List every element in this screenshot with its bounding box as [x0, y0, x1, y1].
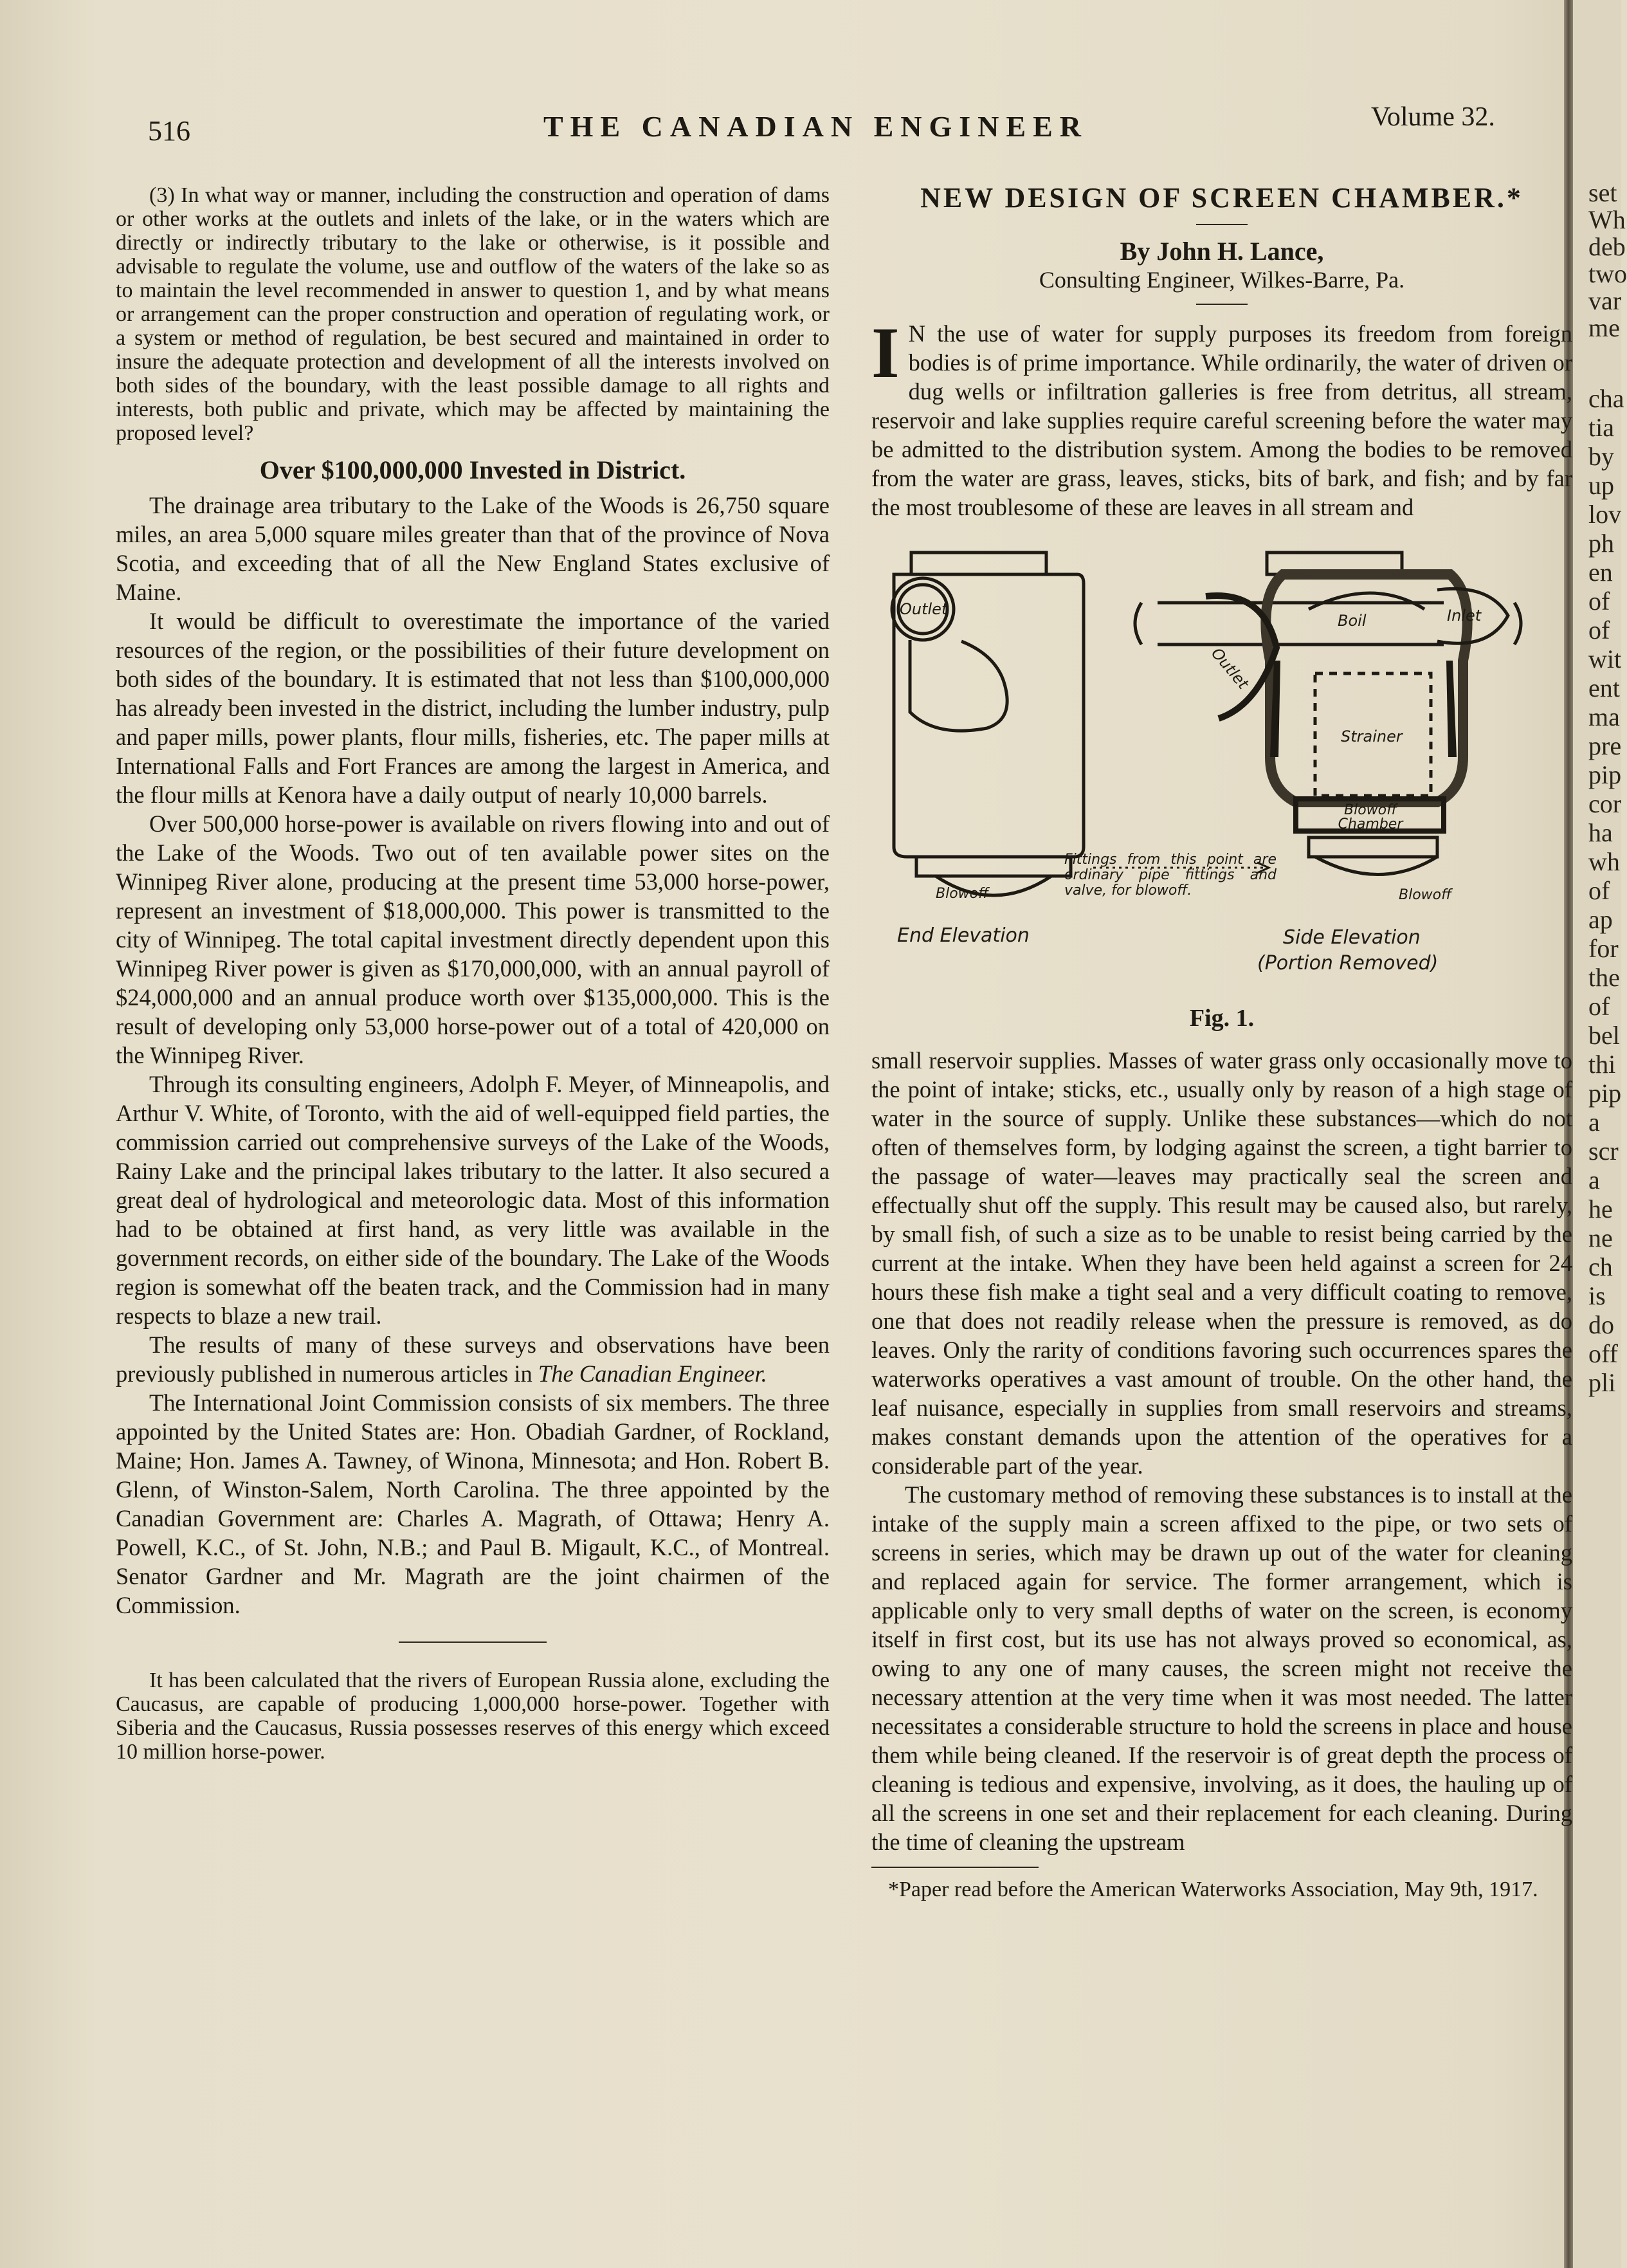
body-paragraph: Through its consulting engineers, Adolph F. Meyer, of Minneapolis, and Arthur V. White, of Toronto, with the aid of well-equipped field parties, the commission carried out comprehensive surveys of the Lake of the Woods, Rainy Lake and the principal lakes tributary to the latter. It also secured a great deal of hydrological and meteorologic data. Most of this information had to be obtained at first hand, as very little was available in the government records, on either side of the boundary. The Lake of the Woods region is somewhat off the beaten track, and the Commission had in many respects to blaze a new trail. [116, 1071, 830, 1329]
adjacent-page-fragment: bel [1588, 1021, 1620, 1050]
adjacent-page-fragment: ne [1588, 1223, 1613, 1252]
footnote-rule [871, 1867, 1039, 1868]
adjacent-page-fragment: tia [1588, 413, 1614, 442]
adjacent-page-fragment: pre [1588, 731, 1622, 760]
adjacent-page-fragment: do [1588, 1310, 1614, 1339]
results-paragraph [116, 1330, 830, 1388]
question-paragraph: (3) In what way or manner, including the construction and operation of dams or other works at the outlets and inlets of the lake, or in the waters which are directly or indirectly tributary to the lake or otherwise, is it possible and advisable to regulate the volume, use and outflow of the waters of the lake so as to maintain the level recommended in answer to question 1, and by what means or arrangement can the proper construction and operation of regulating work, or a system or method of regulation, be best secured and maintained in order to insure the adequate protection and development of all the interests involved on both sides of the boundary, with the least possible damage to all rights and interests, both public and private, which may be affected by maintaining the proposed level? [116, 183, 830, 445]
footnote: *Paper read before the American Waterworks Association, May 9th, 1917. [888, 1878, 1538, 1901]
adjacent-page-fragment: of [1588, 616, 1610, 645]
adjacent-page-fragment: off [1588, 1339, 1618, 1368]
side-bottom-flange [1309, 837, 1437, 857]
adjacent-page-fragment: pip [1588, 760, 1622, 789]
body-paragraph: Over 500,000 horse-power is available on rivers flowing into and out of the Lake of the Woods. Two out of ten available power sites on the Winnipeg River alone, producing at the present time 53,000 horse-power, represent an investment of $18,000,000. This power is transmitted to the city of Winnipeg. The total capital investment directly dependent upon this Winnipeg River power is given as $170,000,000, with an annual payroll of $24,000,000 and an annual produce worth over $135,000,000. This is the result of developing only 53,000 horse-power out of a total of 420,000 on the Winnipeg River. [116, 810, 830, 1068]
end-bottom-flange [916, 857, 1071, 876]
right-column [871, 183, 1572, 1903]
intro-text: N the use of water for supply purposes its freedom from foreign bodies is of prime importance. While ordinarily, the water of driven or dug wells or infiltration galleries is free from detritus, all stream, reservoir and lake supplies require careful screening before the water may be admitted to the distribution system. Among the bodies to be removed from the water are grass, leaves, sticks, bits of bark, and fish; and by far the most troublesome of these are leaves in all stream and [871, 320, 1572, 520]
adjacent-page-fragment: is [1588, 1281, 1606, 1310]
adjacent-page-fragment: of [1588, 876, 1610, 905]
adjacent-page-fragment: var [1588, 286, 1622, 315]
results-text: The results of many of these surveys and observations have been previously published in numerous articles in [116, 1331, 830, 1387]
adjacent-page-fragment: pip [1588, 1079, 1622, 1108]
adjacent-page-fragment: ap [1588, 905, 1613, 934]
adjacent-page-fragment: deb [1588, 232, 1626, 261]
drop-cap: I [871, 313, 900, 393]
adjacent-page-fragment: up [1588, 471, 1614, 500]
adjacent-page-fragment: en [1588, 558, 1613, 587]
adjacent-page-fragment: ph [1588, 529, 1614, 558]
caption-portion-removed: (Portion Removed) [1257, 952, 1439, 974]
journal-reference: The Canadian Engineer. [538, 1360, 767, 1387]
journal-title: THE CANADIAN ENGINEER [543, 110, 1088, 143]
label-inlet: Inlet [1447, 607, 1482, 625]
side-wall-shade-right [1446, 661, 1457, 757]
label-outlet-side: Outlet [1207, 644, 1253, 693]
label-blowoff-left: Blowoff [936, 886, 988, 902]
body-paragraph: small reservoir supplies. Masses of water grass only occasionally move to the point of intake; sticks, etc., usually only by reason of a high stage of water in the source of supply. Unlike these substances—which do not often of themselves form, by lodging against the screen, a tight barrier to the passage of water—leaves may practically seal the screen and effectually shut off the supply. This result may be caused also, but rarely, by small fish, of such a size as to be unable to resist being carried by the current at the intake. When they have been held against a screen for 24 hours these fish make a tight seal and a very difficult coating to remove, one that does not readily release when the pressure is removed, as do leaves. Only the rarity of conditions favoring such occurrences spares the waterworks operatives a vast amount of trouble. On the other hand, the leaf nuisance, especially in supplies from small reservoirs and streams, makes constant demands upon the attention of the operatives for a considerable part of the year. [871, 1047, 1572, 1479]
article-title: NEW DESIGN OF SCREEN CHAMBER.* [920, 182, 1523, 214]
commission-paragraph: The International Joint Commission consists of six members. The three appointed by the United States are: Hon. Obadiah Gardner, of Rockland, Maine; Hon. James A. Tawney, of Winona, Minnesota; and Hon. Robert B. Glenn, of Winston-Salem, North Carolina. The three appointed by the Canadian Government are: Charles A. Magrath, of Ottawa; Henry A. Powell, K.C., of St. John, N.B.; and Paul B. Migault, K.C., of Montreal. Senator Gardner and Mr. Magrath are the joint chairmen of the Commission. [116, 1389, 830, 1618]
author-affiliation: Consulting Engineer, Wilkes-Barre, Pa. [1039, 267, 1405, 293]
adjacent-page-fragment: ha [1588, 818, 1613, 847]
caption-side-elevation: Side Elevation [1283, 926, 1421, 949]
adjacent-page-fragment: thi [1588, 1050, 1616, 1079]
author-byline: By John H. Lance, [1120, 237, 1324, 266]
label-blowoff-right: Blowoff [1399, 887, 1451, 903]
side-chamber-wall [1266, 574, 1467, 802]
section-subheading: Over $100,000,000 Invested in District. [259, 455, 686, 484]
filler-paragraph: It has been calculated that the rivers of European Russia alone, excluding the Caucasus, are capable of producing 1,000,000 horse-power. Together with Siberia and the Caucasus, Russia possesses reserves of this energy which exceed 10 million horse-power. [116, 1669, 830, 1764]
adjacent-page-fragment: pli [1588, 1368, 1616, 1397]
intro-paragraph [871, 313, 1572, 522]
adjacent-page-fragment: cha [1588, 384, 1624, 413]
adjacent-page-fragment: for [1588, 934, 1619, 963]
caption-end-elevation: End Elevation [897, 924, 1030, 947]
adjacent-page-fragment: the [1588, 963, 1620, 992]
end-top-flange [911, 553, 1046, 574]
label-strainer: Strainer [1341, 727, 1403, 745]
adjacent-page-fragment: of [1588, 587, 1610, 616]
adjacent-page-fragment: cor [1588, 789, 1622, 818]
label-blowoff-chamber: Blowoff Chamber [1338, 802, 1403, 832]
end-outlet-pipe [910, 640, 1007, 731]
body-paragraph: The customary method of removing these substances is to install at the intake of the supply main a screen affixed to the pipe, or two sets of screens in series, which may be drawn up out of the water for cleaning and replaced again for service. The former arrangement, which is applicable only to very small depths of water on the screen, is economy itself in first cost, but its use has not always proved so economical, as, owing to any one of many causes, the screen might not receive the necessary attention at the very time when it was most needed. The latter necessitates a considerable structure to hold the screens in place and house them while being cleaned. If the reservoir is of great depth the process of cleaning is tedious and expensive, involving, as it does, the hauling up of all the screens in one set and their replacement for each cleaning. During the time of cleaning the upstream [871, 1481, 1572, 1855]
adjacent-page-fragment: set [1588, 178, 1617, 207]
title-rule [1196, 224, 1248, 225]
body-paragraph: The drainage area tributary to the Lake of the Woods is 26,750 square miles, an area 5,000 square miles greater than that of the province of Nova Scotia, and exceeding that of all the New England States exclusive of Maine. [116, 492, 830, 605]
adjacent-page-fragment: wh [1588, 847, 1620, 876]
label-boil: Boil [1338, 612, 1367, 630]
adjacent-page-fragment: Wh [1588, 205, 1626, 234]
label-outlet-end: Outlet [900, 600, 948, 618]
adjacent-page-fragment: a [1588, 1108, 1600, 1137]
adjacent-page-fragment: two [1588, 259, 1627, 288]
page-number: 516 [148, 115, 190, 147]
side-blowoff-fitting [1315, 857, 1437, 875]
left-column [116, 183, 830, 1764]
adjacent-page-fragment: wit [1588, 645, 1622, 673]
body-paragraph: It would be difficult to overestimate the importance of the varied resources of the region, or the possibilities of their future development on both sides of the boundary. It is estimated that not less than $100,000,000 has already been invested in the district, including the lumber industry, pulp and paper mills, power plants, flour mills, fisheries, etc. The paper mills at International Falls and Fort Frances are among the largest in America, and the flour mills at Kenora have a daily output of nearly 10,000 barrels. [116, 608, 830, 808]
side-pipe-right-end [1514, 603, 1521, 645]
adjacent-page-fragment: scr [1588, 1137, 1619, 1166]
adjacent-page-fragment: ch [1588, 1252, 1613, 1281]
adjacent-page-fragment: ent [1588, 673, 1620, 702]
adjacent-page-fragment: me [1588, 313, 1620, 342]
adjacent-page-fragment: he [1588, 1194, 1613, 1223]
adjacent-page-fragment: by [1588, 442, 1614, 471]
adjacent-page-fragment: of [1588, 992, 1610, 1021]
separator-rule [399, 1642, 547, 1643]
byline-rule [1196, 304, 1248, 305]
volume-label: Volume 32. [1371, 102, 1495, 132]
adjacent-page-fragment: lov [1588, 500, 1622, 529]
figure-1 [871, 545, 1572, 995]
label-fittings-note: Fittings from this point are ordinary pipe fittings and valve, for blowoff. [1064, 852, 1277, 899]
side-pipe-left-end [1135, 603, 1141, 645]
adjacent-page-fragment: ma [1588, 702, 1620, 731]
adjacent-page-fragment: a [1588, 1166, 1600, 1194]
side-pipe-lines [1158, 603, 1444, 645]
figure-label: Fig. 1. [1189, 1005, 1255, 1032]
